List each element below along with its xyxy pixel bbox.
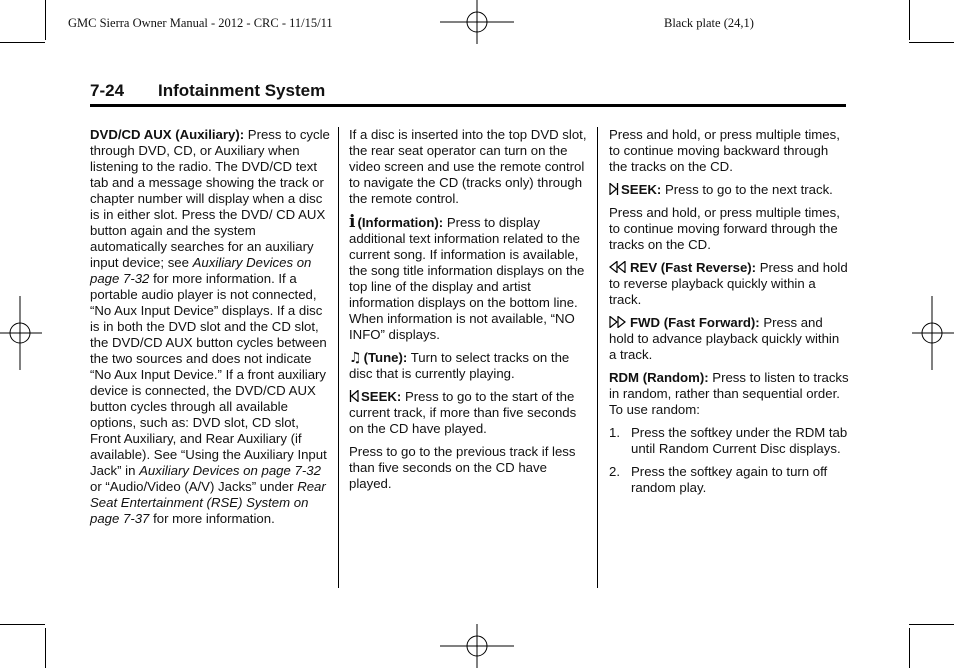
cross-reference[interactable]: Rear Seat Entertainment (RSE) System on page 7-37 xyxy=(90,479,326,526)
crop-mark xyxy=(909,42,954,43)
dvd-aux-label: DVD/CD AUX (Auxiliary): xyxy=(90,127,245,142)
crop-mark xyxy=(45,628,46,668)
registration-mark xyxy=(440,624,514,668)
list-item: 2. Press the softkey again to turn off random play. xyxy=(609,464,828,495)
manual-header: GMC Sierra Owner Manual - 2012 - CRC - 11/15/11 xyxy=(68,16,333,30)
page-number: 7-24 xyxy=(90,81,125,100)
column-2 xyxy=(349,127,589,499)
registration-mark xyxy=(910,296,954,370)
fast-forward-icon xyxy=(609,316,627,328)
plate-label: Black plate (24,1) xyxy=(664,16,754,30)
disc-remote-paragraph: If a disc is inserted into the top DVD slot, the rear seat operator can turn on the video screen and use the remote control to navigate the CD (tracks only) through the remote control. xyxy=(349,127,587,206)
crop-mark xyxy=(0,42,45,43)
crop-mark xyxy=(0,624,45,625)
seek-forward-icon xyxy=(609,183,619,195)
info-icon: i xyxy=(349,212,356,232)
dvd-aux-paragraph: DVD/CD AUX (Auxiliary): Press to cycle through DVD, CD, or Auxiliary when listening to the radio. The DVD/CD text tab and a message showing the track or chapter number will display when a disc is in either slot. Press the DVD/ CD AUX button again and the system automatically searches for an auxiliary input device; see Auxiliary Devices on page 7-32 for more information. If a portable audio player is not connected, “No Aux Input Device” displays. If a disc is in both the DVD slot and the CD slot, the DVD/CD AUX button cycles between the two sources and does not indicate “No Aux Input Device.” If a front auxiliary device is connected, the DVD/CD AUX button cycles through all available options, such as: DVD slot, CD slot, Front Auxiliary, and Rear Auxiliary (if available). See “Using the Auxiliary Input Jack” in Auxiliary Devices on page 7-32 or “Audio/Video (A/V) Jacks” under Rear Seat Entertainment (RSE) System on page 7-37 for more information. xyxy=(90,127,330,526)
registration-mark xyxy=(440,0,514,46)
info-paragraph: i (Information): Press to display additional text information related to the current song. If information is available, the song title information displays on the top line of the display and artist information displays on the bottom line. When information is not available, “NO INFO” displays. xyxy=(349,212,585,342)
column-1 xyxy=(90,127,330,534)
seek-back-paragraph: SEEK: Press to go to the start of the current track, if more than five seconds on the CD have played. xyxy=(349,389,577,436)
crop-mark xyxy=(909,624,954,625)
column-divider xyxy=(597,127,598,588)
forward-paragraph: Press and hold, or press multiple times, to continue moving forward through the tracks on the CD. xyxy=(609,205,840,252)
music-note-icon: ♫ xyxy=(349,350,362,366)
registration-mark xyxy=(0,296,42,370)
tune-paragraph: ♫ (Tune): Turn to select tracks on the disc that is currently playing. xyxy=(349,350,570,381)
rdm-paragraph: RDM (Random): Press to listen to tracks in random, rather than sequential order. To use random: xyxy=(609,370,849,417)
seek-forward-paragraph: SEEK: Press to go to the next track. xyxy=(609,182,849,198)
column-divider xyxy=(338,127,339,588)
list-item: 1. Press the softkey under the RDM tab until Random Current Disc displays. xyxy=(609,425,848,456)
backward-paragraph: Press and hold, or press multiple times, to continue moving backward through the tracks on the CD. xyxy=(609,127,840,174)
crop-mark xyxy=(909,0,910,40)
random-steps xyxy=(609,425,849,496)
rewind-icon xyxy=(609,261,627,273)
section-header xyxy=(90,80,846,107)
column-3 xyxy=(609,127,849,503)
previous-track-paragraph: Press to go to the previous track if less than five seconds on the CD have played. xyxy=(349,444,576,491)
crop-mark xyxy=(909,628,910,668)
rev-paragraph: REV (Fast Reverse): Press and hold to reverse playback quickly within a track. xyxy=(609,260,848,307)
section-title: Infotainment System xyxy=(158,81,326,100)
cross-reference[interactable]: Auxiliary Devices on page 7-32 xyxy=(90,255,312,286)
seek-back-icon xyxy=(349,390,359,402)
cross-reference[interactable]: Auxiliary Devices on page 7-32 xyxy=(139,463,321,478)
fwd-paragraph: FWD (Fast Forward): Press and hold to advance playback quickly within a track. xyxy=(609,315,840,362)
crop-mark xyxy=(45,0,46,40)
